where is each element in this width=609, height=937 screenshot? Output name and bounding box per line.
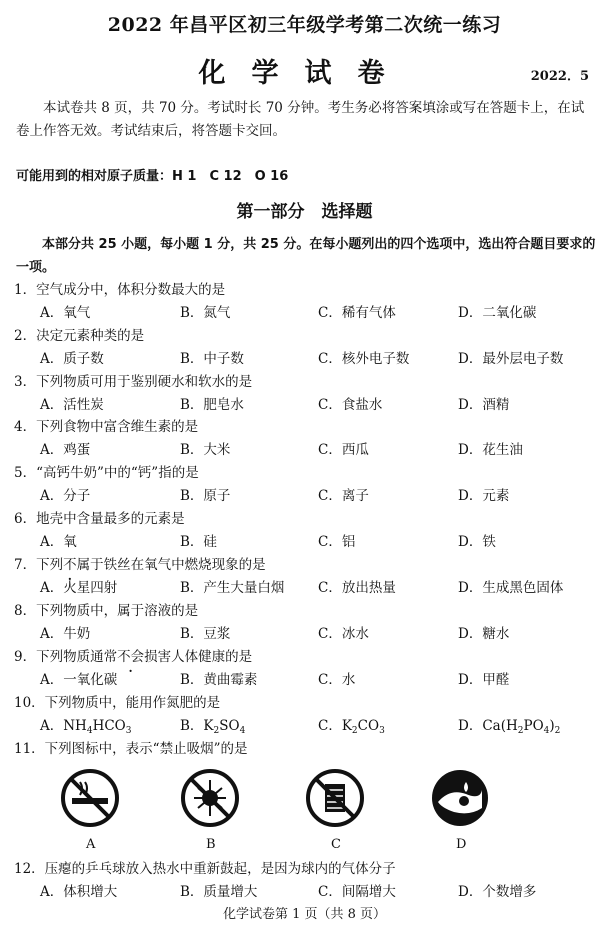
option-a: A．氧气 [40, 305, 91, 321]
subscript: 4 [543, 726, 550, 736]
subscript: 2 [213, 726, 220, 736]
formula: D．Ca(H [458, 718, 518, 734]
question-stem: 2．决定元素种类的是 [14, 328, 145, 344]
question-stem [14, 651, 252, 665]
formula: SO [219, 718, 240, 734]
option-d: D．个数增多 [458, 884, 537, 900]
option-a: A．分子 [40, 488, 91, 504]
option-a: A．鸡蛋 [40, 442, 91, 458]
option-c: C．核外电子数 [318, 351, 410, 367]
question-stem [14, 559, 266, 573]
option-b: B．硅 [180, 534, 217, 550]
question-stem: 12．压瘪的乒乓球放入热水中重新鼓起，是因为球内的气体分子 [14, 861, 396, 877]
subscript: 4 [86, 726, 93, 736]
question-stem: 4．下列食物中富含维生素的是 [14, 419, 199, 435]
option-d: D．花生油 [458, 442, 523, 458]
option-b: B．质量增大 [180, 884, 258, 900]
exam-date: 2022．5 [530, 69, 589, 84]
atomic-masses: 可能用到的相对原子质量：H 1 C 12 O 16 [16, 169, 289, 184]
option-a: A．火星四射 [40, 580, 118, 596]
no-smoking-icon [60, 768, 120, 828]
option-c: C．食盐水 [318, 397, 383, 413]
option-d: D．二氧化碳 [458, 305, 537, 321]
question-stem: 10．下列物质中，能用作氮肥的是 [14, 695, 221, 711]
section-title: 第一部分 选择题 [236, 202, 373, 222]
subscript: 2 [351, 726, 358, 736]
option-a: A．体积增大 [40, 884, 118, 900]
option-b: B．中子数 [180, 351, 244, 367]
formula: HCO [92, 718, 126, 734]
formula: A．NH [40, 718, 87, 734]
option-c: C．稀有气体 [318, 305, 396, 321]
subscript: 3 [125, 726, 132, 736]
option-a: A．质子数 [40, 351, 104, 367]
page-footer: 化学试卷第 1 页（共 8 页） [222, 907, 387, 922]
intro-paragraph: 本试卷共 8 页，共 70 分。考试时长 70 分钟。考生务必将答案填涂或写在答题卡上，在试卷上作答无效。考试结束后，将答题卡交回。 [16, 100, 585, 139]
option-b: B．黄曲霉素 [180, 672, 258, 688]
option-c: C．西瓜 [318, 442, 369, 458]
question-stem: 8．下列物质中，属于溶液的是 [14, 603, 199, 619]
question-stem: 1．空气成分中，体积分数最大的是 [14, 282, 226, 298]
option-c: C．离子 [318, 488, 369, 504]
formula: B．K [180, 718, 214, 734]
formula: CO [357, 718, 380, 734]
no-burning-icon [305, 768, 365, 828]
option-c: C．水 [318, 672, 356, 688]
option-c [318, 720, 385, 734]
question-stem: 6．地壳中含量最多的元素是 [14, 511, 185, 527]
stem-part: 属于铁丝在氧气中燃烧现象的是 [76, 557, 266, 573]
formula: C．K [318, 718, 352, 734]
option-c: C．铝 [318, 534, 356, 550]
question-stem: 11．下列图标中，表示“禁止吸烟”的是 [14, 741, 248, 757]
emphasis-not: 不会 [117, 649, 145, 665]
option-b: B．大米 [180, 442, 231, 458]
option-d: D．元素 [458, 488, 510, 504]
stem-part: 7．下列 [14, 557, 64, 573]
subject-title: 化学试卷 [198, 58, 411, 89]
option-d: D．最外层电子数 [458, 351, 564, 367]
option-a: A．一氧化碳 [40, 672, 118, 688]
stem-part: 9．下列物质通常 [14, 649, 118, 665]
option-c: C．间隔增大 [318, 884, 396, 900]
subscript: 2 [517, 726, 524, 736]
option-b: B．氮气 [180, 305, 231, 321]
icon-label-b: B [206, 837, 216, 852]
option-a: A．氧 [40, 534, 77, 550]
option-d: D．铁 [458, 534, 496, 550]
option-a: A．活性炭 [40, 397, 104, 413]
icon-label-d: D [456, 837, 467, 852]
subscript: 2 [554, 726, 561, 736]
section-instructions: 本部分共 25 小题，每小题 1 分，共 25 分。在每小题列出的四个选项中，选出符合题目要求的一项。 [16, 237, 596, 275]
option-b: B．原子 [180, 488, 231, 504]
icon-label-c: C [331, 837, 341, 852]
icon-label-a: A [86, 837, 96, 852]
option-a: A．牛奶 [40, 626, 91, 642]
option-b [180, 720, 245, 734]
water-saving-icon [430, 768, 490, 828]
option-d: D．甲醛 [458, 672, 510, 688]
no-fireworks-icon [180, 768, 240, 828]
formula: ) [549, 718, 555, 734]
option-d: D．酒精 [458, 397, 510, 413]
option-b: B．肥皂水 [180, 397, 244, 413]
stem-part: 损害人体健康的是 [144, 649, 253, 665]
emphasis-not: 不 [63, 557, 77, 573]
subscript: 3 [379, 726, 385, 736]
question-stem: 5．“高钙牛奶”中的“钙”指的是 [14, 465, 199, 481]
formula: PO [523, 718, 544, 734]
option-d [458, 720, 560, 734]
question-stem: 3．下列物质可用于鉴别硬水和软水的是 [14, 374, 253, 390]
option-a [40, 720, 131, 734]
exam-title: 2022 年昌平区初三年级学考第二次统一练习 [107, 14, 502, 36]
option-b: B．豆浆 [180, 626, 231, 642]
option-b: B．产生大量白烟 [180, 580, 285, 596]
option-d: D．生成黑色固体 [458, 580, 564, 596]
option-d: D．糖水 [458, 626, 510, 642]
option-c: C．冰水 [318, 626, 369, 642]
option-c: C．放出热量 [318, 580, 396, 596]
subscript: 4 [239, 726, 246, 736]
